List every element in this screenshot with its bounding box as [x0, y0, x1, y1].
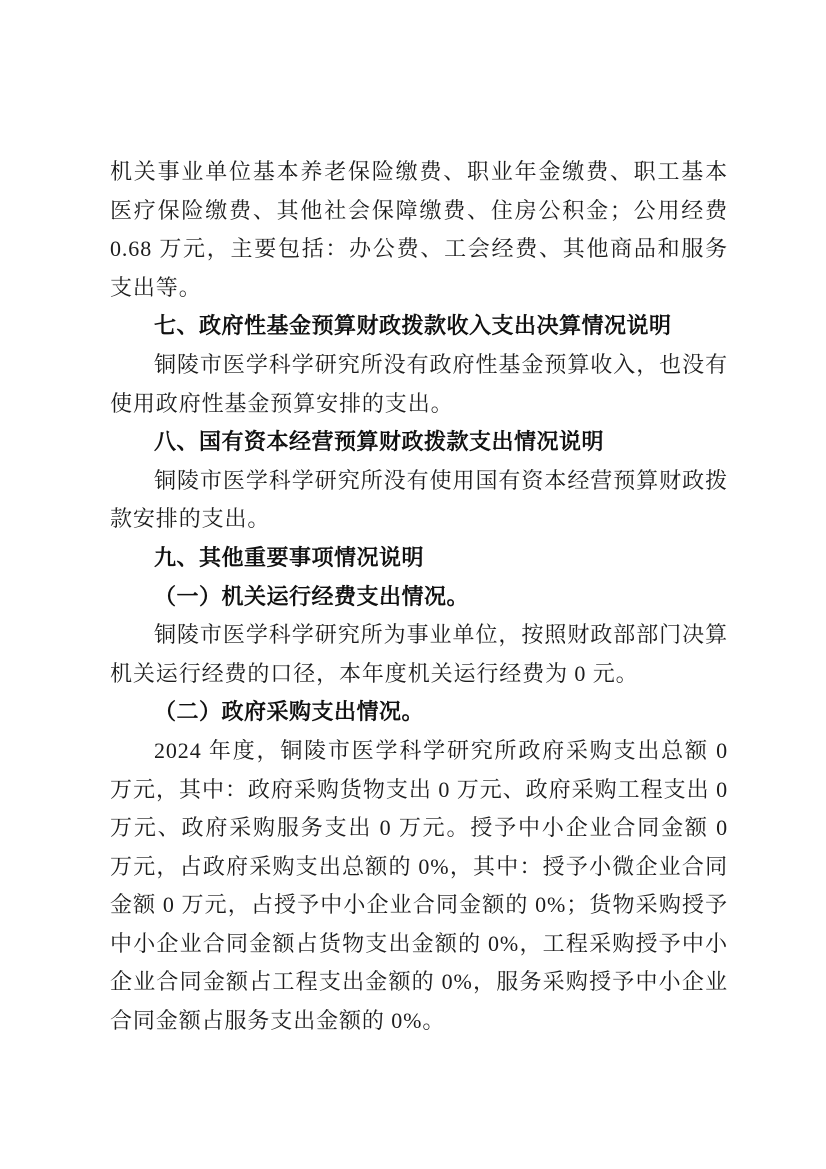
paragraph-basic-expense-composition: 机关事业单位基本养老保险缴费、职业年金缴费、职工基本医疗保险缴费、其他社会保障缴费、住房公积金；公用经费 0.68 万元，主要包括：办公费、工会经费、其他商品和服务支出等。 [110, 159, 728, 300]
paragraph-operating-expenses-statement: 铜陵市医学科学研究所为事业单位，按照财政部部门决算机关运行经费的口径，本年度机关运行经费为 0 元。 [110, 622, 728, 686]
paragraph-government-fund-budget-statement: 铜陵市医学科学研究所没有政府性基金预算收入，也没有使用政府性基金预算安排的支出。 [110, 351, 728, 416]
heading-subsection-2-government-procurement: （二）政府采购支出情况。 [154, 699, 425, 725]
paragraph-government-procurement-statement: 2024 年度，铜陵市医学科学研究所政府采购支出总额 0 万元，其中：政府采购货物支出 0 万元、政府采购工程支出 0 万元、政府采购服务支出 0 万元。授予中小企业合同金额 0 万元，占政府采购支出总额的 0%，其中：授予小微企业合同金额 0 万元，占授予中小企业合同金额的 0%；货物采购授予中小企业合同金额占货物支出金额的 0%，工程采购授予中小企业合同金额占工程支出金额的 0%，服务采购授予中小企业合同金额占服务支出金额的 0%。 [110, 737, 728, 1034]
heading-section-9-other-important-matters: 九、其他重要事项情况说明 [154, 544, 425, 570]
paragraph-state-capital-budget-statement: 铜陵市医学科学研究所没有使用国有资本经营预算财政拨款安排的支出。 [110, 467, 728, 532]
heading-section-7-government-fund-budget: 七、政府性基金预算财政拨款收入支出决算情况说明 [154, 313, 672, 339]
heading-subsection-1-operating-expenses: （一）机关运行经费支出情况。 [154, 583, 470, 609]
heading-section-8-state-capital-budget: 八、国有资本经营预算财政拨款支出情况说明 [154, 429, 605, 455]
document-content [110, 153, 728, 1041]
